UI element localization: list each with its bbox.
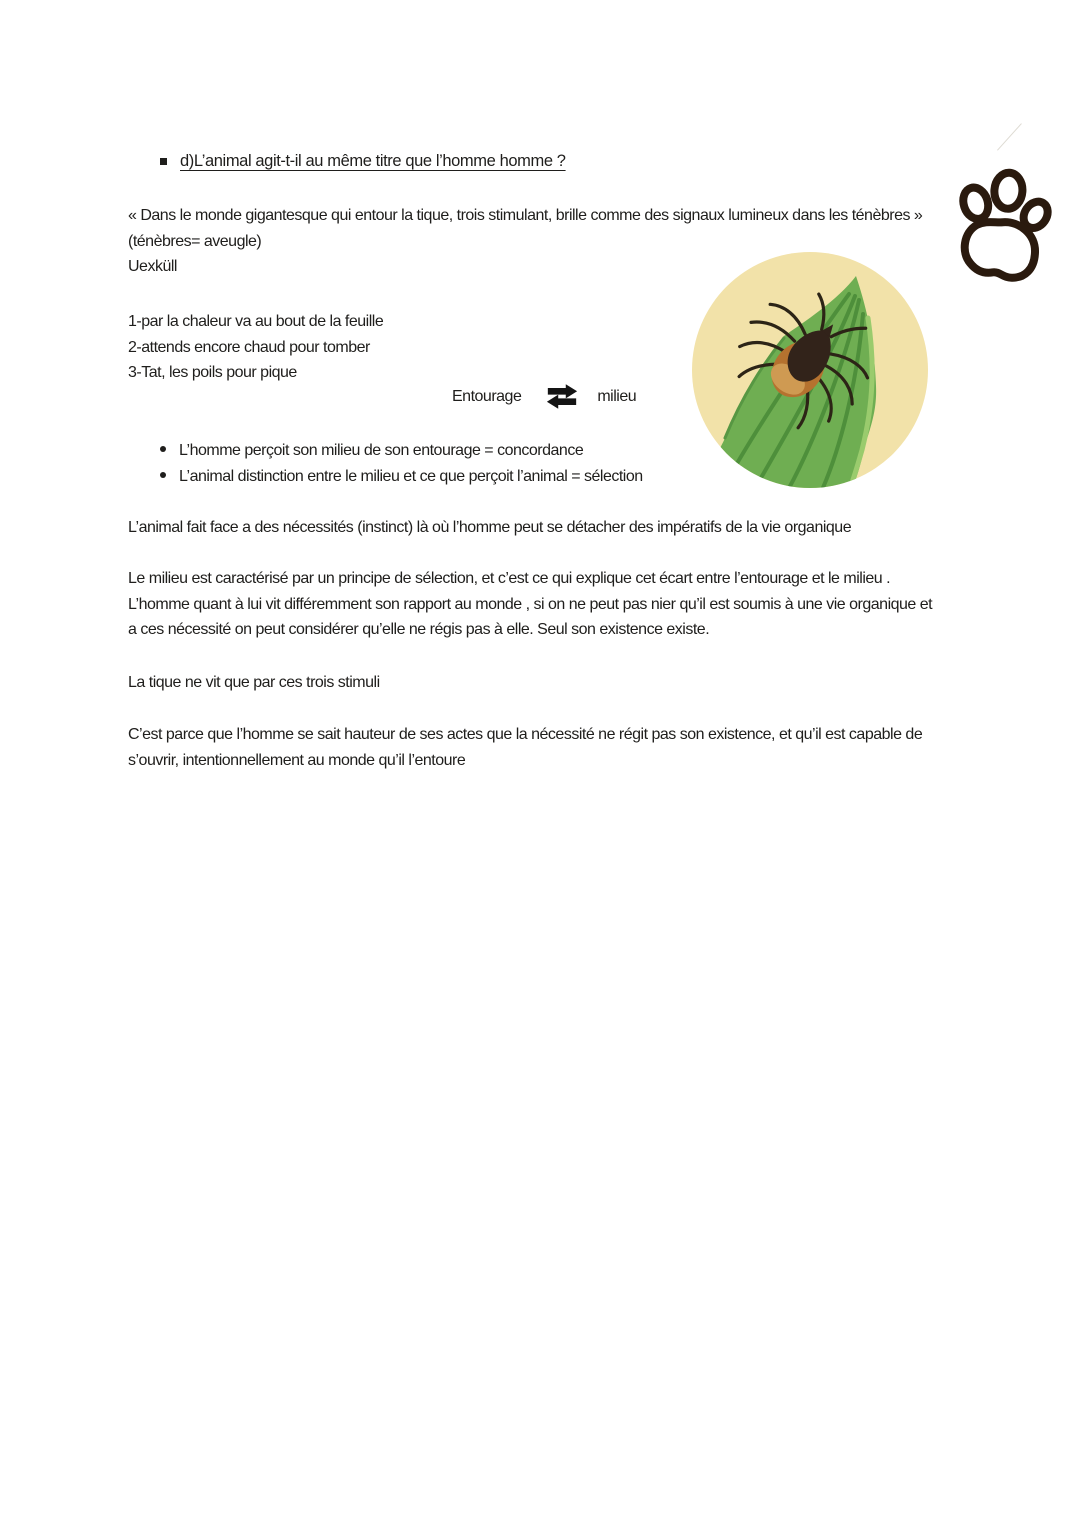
section-heading (160, 152, 566, 171)
list-item (160, 464, 643, 490)
list-item-text: L’homme perçoit son milieu de son entourage = concordance (179, 442, 584, 459)
list-item: 1-par la chaleur va au bout de la feuille (128, 313, 384, 330)
bullet-dot-icon (160, 472, 166, 478)
paragraph-line: a ces nécessité on peut considérer qu’elle ne régis pas à elle. Seul son existence existe. (128, 621, 710, 638)
paragraph (128, 722, 922, 773)
entourage-label: Entourage (452, 387, 522, 405)
tick-on-leaf-illustration (692, 252, 928, 488)
bullet-dot-icon (160, 446, 166, 452)
quote-line: « Dans le monde gigantesque qui entour la tique, trois stimulant, brille comme des signaux lumineux dans les ténèbres » (128, 207, 923, 224)
list-item-text: L’animal distinction entre le milieu et ce que perçoit l’animal = sélection (179, 467, 643, 485)
paragraph-line: L’homme quant à lui vit différemment son rapport au monde , si on ne peut pas nier qu’il est soumis à une vie organique et (128, 595, 933, 613)
paw-print-icon (950, 167, 1052, 287)
quote-gloss: (ténèbres= aveugle) (128, 232, 262, 250)
milieu-label: milieu (597, 387, 637, 405)
section-heading-text: d)L’animal agit-t-il au même titre que l’homme homme ? (180, 152, 566, 170)
paragraph (128, 566, 932, 643)
paragraph: L’animal fait face a des nécessités (instinct) là où l’homme peut se détacher des impératifs de la vie organique (128, 519, 852, 536)
list-item: 2-attends encore chaud pour tomber (128, 338, 370, 356)
paragraph-line: C’est parce que l’homme se sait hauteur de ses actes que la nécessité ne régit pas son existence, et qu’il est capable de (128, 726, 923, 743)
entourage-milieu-relation (452, 383, 636, 410)
page-corner-line (997, 123, 1022, 150)
list-item: 3-Tat, les poils pour pique (128, 364, 297, 381)
square-bullet-icon (160, 158, 167, 165)
paragraph-line: Le milieu est caractérisé par un principe de sélection, et c’est ce qui explique cet écart entre l’entourage et le milieu . (128, 570, 891, 587)
paragraph-line: s’ouvrir, intentionnellement au monde qu’il l’entoure (128, 751, 466, 769)
paragraph: La tique ne vit que par ces trois stimuli (128, 674, 380, 691)
stimuli-list (128, 309, 383, 386)
swap-arrows-icon (545, 383, 579, 410)
list-item (160, 438, 643, 464)
quote-author: Uexküll (128, 258, 177, 275)
bullet-list (160, 438, 643, 489)
